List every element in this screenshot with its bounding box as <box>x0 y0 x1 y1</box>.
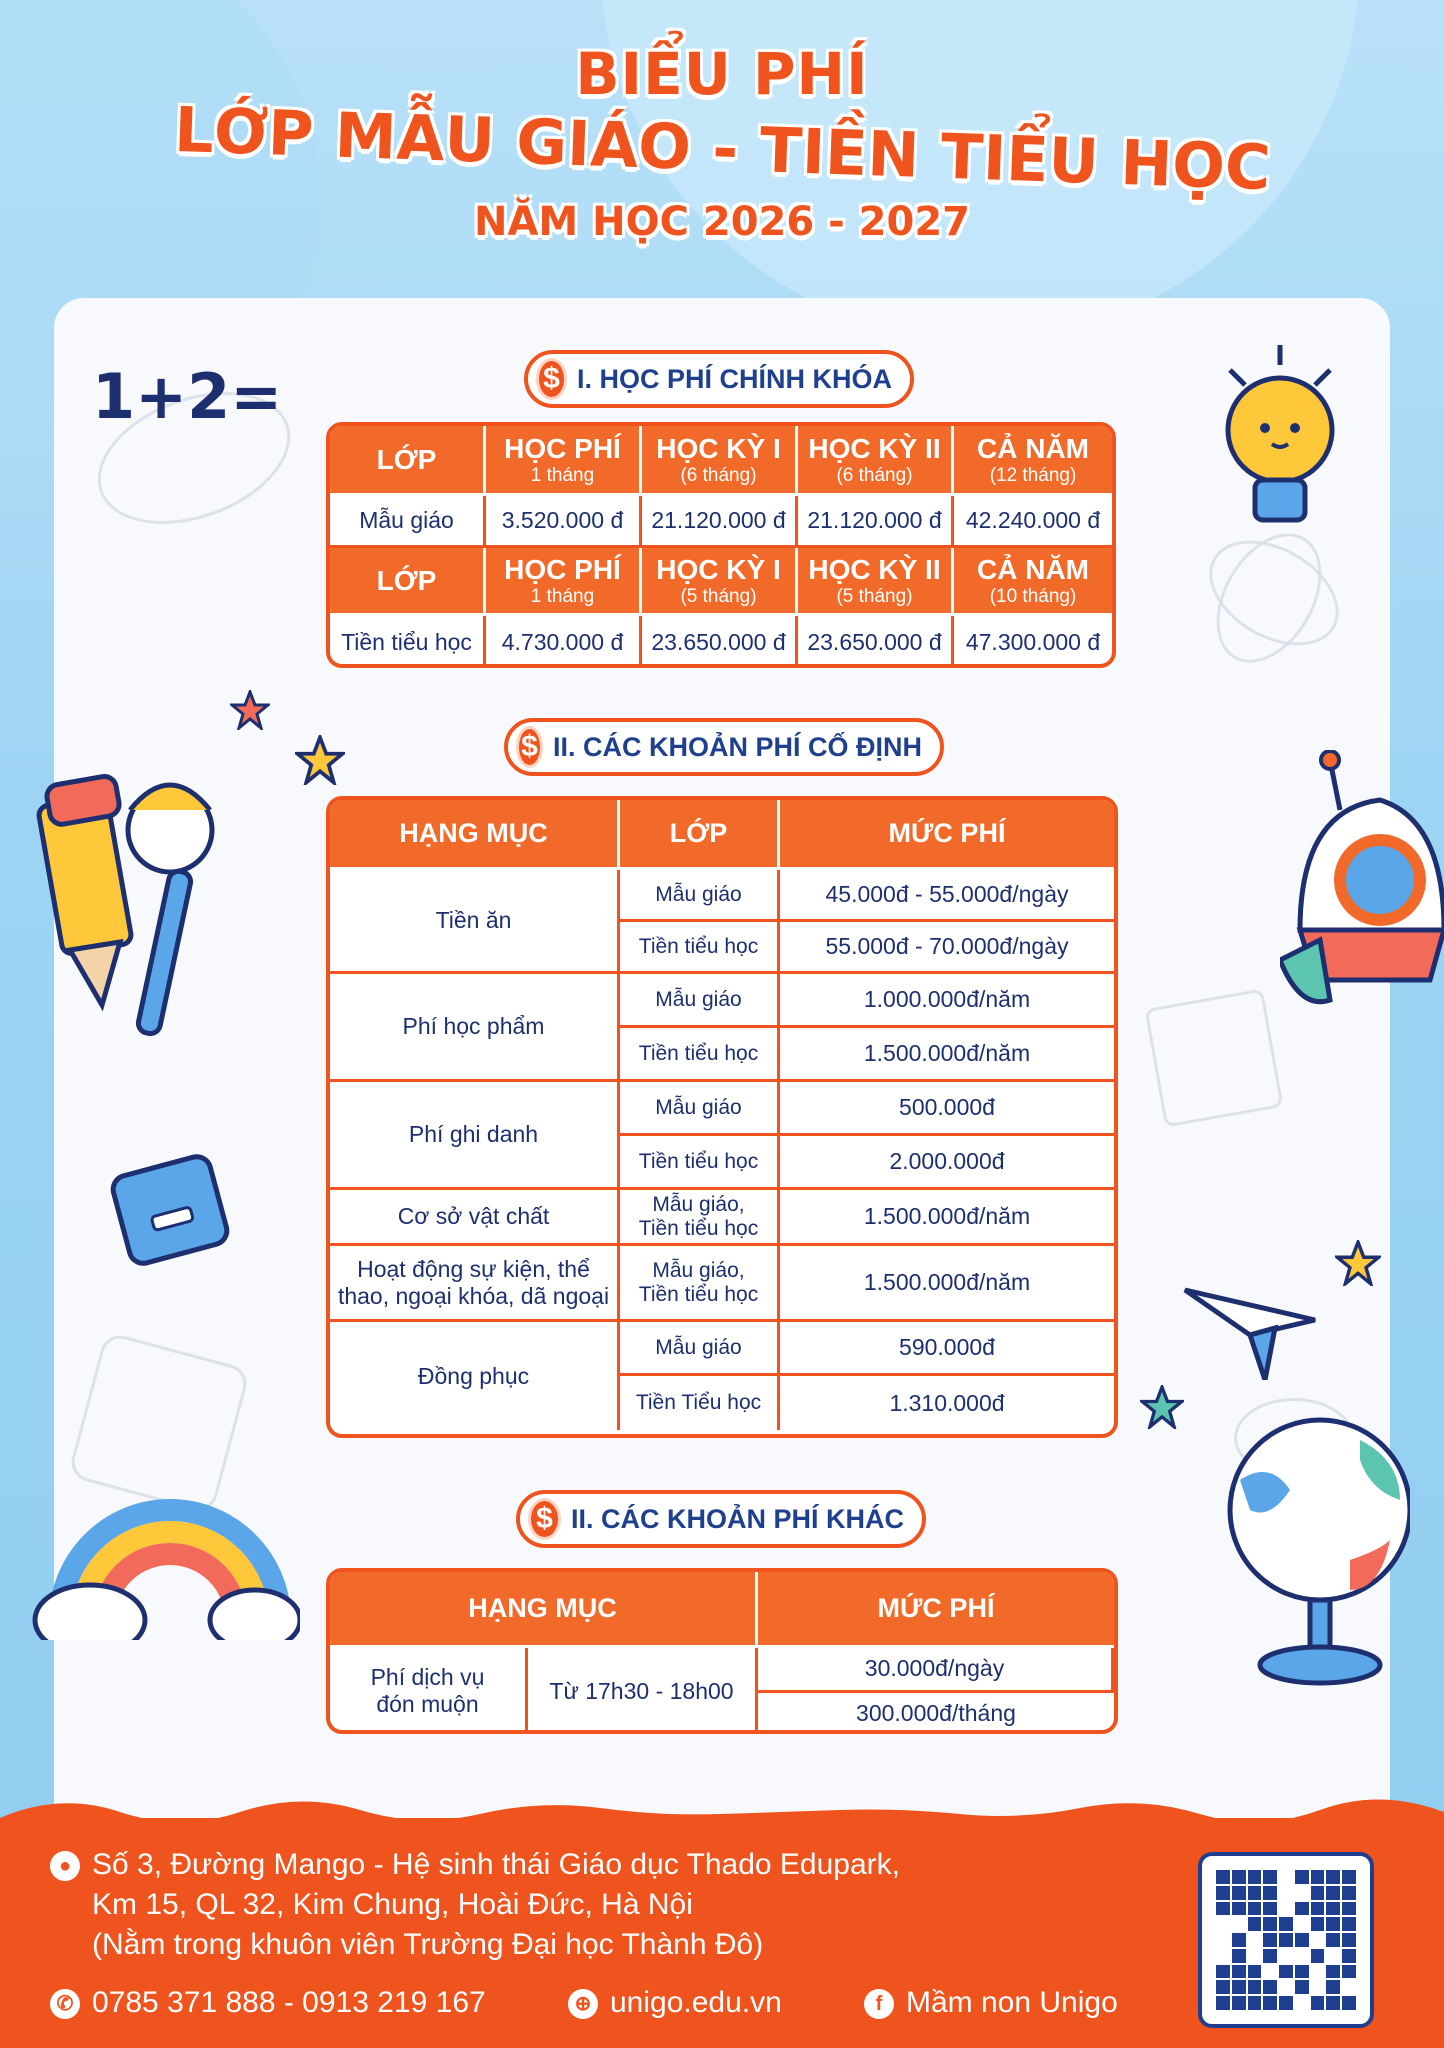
section-3-label: II. CÁC KHOẢN PHÍ KHÁC <box>570 1503 904 1534</box>
fee-group <box>330 1082 1114 1190</box>
qr-module <box>1342 1886 1356 1900</box>
table-row <box>330 496 1112 548</box>
fee-item: Đồng phục <box>330 1322 620 1430</box>
qr-module <box>1232 1886 1246 1900</box>
fee-group <box>330 974 1114 1082</box>
fee-cell: 1.500.000đ/năm <box>780 1190 1114 1246</box>
fee-item: Tiền ăn <box>330 870 620 974</box>
fee-item: Hoạt động sự kiện, thể thao, ngoại khóa, dã ngoại <box>330 1246 620 1322</box>
other-fees-table <box>326 1568 1118 1734</box>
table-row <box>620 974 1114 1028</box>
class-cell: Tiền Tiểu học <box>620 1376 780 1430</box>
qr-module <box>1232 1933 1246 1947</box>
qr-module <box>1295 1965 1309 1979</box>
qr-module <box>1216 1996 1230 2010</box>
class-cell: Mẫu giáo, Tiền tiểu học <box>620 1246 780 1322</box>
table-row <box>330 616 1112 668</box>
phone-text[interactable]: 0785 371 888 - 0913 219 167 <box>92 1986 486 2019</box>
qr-module <box>1248 1933 1262 1947</box>
star-icon <box>295 735 345 785</box>
class-cell: Mẫu giáo <box>620 870 780 922</box>
qr-module <box>1326 1949 1340 1963</box>
table-cell: Tiền tiểu học <box>330 616 486 668</box>
header-cell: MỨC PHÍ <box>758 1572 1114 1648</box>
fee-cell: 590.000đ <box>780 1322 1114 1376</box>
qr-module <box>1263 1917 1277 1931</box>
qr-module <box>1342 1902 1356 1916</box>
other-fees-header <box>330 1572 1114 1648</box>
qr-module <box>1263 1902 1277 1916</box>
footer <box>0 1818 1444 2048</box>
qr-module <box>1326 1965 1340 1979</box>
paper-plane-icon <box>1180 1280 1320 1380</box>
qr-module <box>1248 1965 1262 1979</box>
qr-module <box>1263 1933 1277 1947</box>
qr-module <box>1279 1980 1293 1994</box>
footer-wave <box>0 1792 1444 1832</box>
header-cell: HỌC PHÍ 1 tháng <box>486 548 642 616</box>
table-row <box>620 1082 1114 1136</box>
table-cell: 300.000đ/tháng <box>856 1699 1016 1726</box>
header-cell: LỚP <box>620 800 780 870</box>
table-cell: 23.650.000 đ <box>642 616 798 668</box>
qr-module <box>1263 1886 1277 1900</box>
fee-group <box>330 870 1114 974</box>
qr-module <box>1232 1949 1246 1963</box>
header-cell: HỌC KỲ I (6 tháng) <box>642 426 798 496</box>
qr-module <box>1311 1980 1325 1994</box>
lightbulb-icon <box>1210 340 1350 540</box>
qr-module <box>1248 1902 1262 1916</box>
qr-module <box>1295 1949 1309 1963</box>
star-icon <box>1335 1240 1381 1286</box>
header-cell: HỌC KỲ II (5 tháng) <box>798 548 954 616</box>
website-link[interactable]: unigo.edu.vn <box>610 1986 782 2019</box>
qr-module <box>1232 1917 1246 1931</box>
fee-cell: 45.000đ - 55.000đ/ngày <box>780 870 1114 922</box>
table-cell: 21.120.000 đ <box>798 496 954 548</box>
qr-module <box>1216 1870 1230 1884</box>
paintbrush-character-icon <box>110 770 220 1040</box>
fee-item: Phí học phẩm <box>330 974 620 1082</box>
qr-module <box>1311 1965 1325 1979</box>
tuition-header-row-2 <box>330 548 1112 616</box>
qr-module <box>1295 1902 1309 1916</box>
table-row <box>620 922 1114 974</box>
qr-module <box>1342 1870 1356 1884</box>
globe-icon: ⊕ <box>568 1989 598 2019</box>
table-row <box>620 1028 1114 1082</box>
fee-group-rows <box>620 870 1114 974</box>
qr-code[interactable] <box>1198 1852 1374 2028</box>
qr-module <box>1326 1886 1340 1900</box>
section-3-pill <box>516 1490 926 1548</box>
header-cell: LỚP <box>330 548 486 616</box>
table-cell: 42.240.000 đ <box>954 496 1112 548</box>
fee-cell: 1.500.000đ/năm <box>780 1028 1114 1082</box>
qr-module <box>1326 1980 1340 1994</box>
late-pickup-fees <box>758 1648 1114 1734</box>
qr-module <box>1295 1980 1309 1994</box>
fee-group-rows <box>620 974 1114 1082</box>
fee-group-rows <box>620 1246 1114 1322</box>
phone-icon: ✆ <box>50 1989 80 2019</box>
tuition-table <box>326 422 1116 668</box>
qr-module <box>1342 1949 1356 1963</box>
section-2-pill <box>504 718 944 776</box>
table-cell: 21.120.000 đ <box>642 496 798 548</box>
facebook-icon: f <box>864 1989 894 2019</box>
dollar-icon: $ <box>536 358 567 400</box>
qr-module <box>1326 1933 1340 1947</box>
qr-module <box>1216 1902 1230 1916</box>
table-row <box>620 1190 1114 1246</box>
qr-module <box>1342 1917 1356 1931</box>
qr-module <box>1263 1965 1277 1979</box>
address-text: Số 3, Đường Mango - Hệ sinh thái Giáo dục Thado Edupark, <box>92 1848 900 1881</box>
dollar-icon: $ <box>516 726 543 768</box>
qr-module <box>1232 1996 1246 2010</box>
header-cell: HỌC KỲ II (6 tháng) <box>798 426 954 496</box>
class-cell: Mẫu giáo <box>620 1322 780 1376</box>
fee-group-rows <box>620 1322 1114 1430</box>
facebook-link[interactable]: Mầm non Unigo <box>906 1986 1118 2019</box>
qr-module <box>1311 1917 1325 1931</box>
table-row <box>620 870 1114 922</box>
qr-module <box>1295 1996 1309 2010</box>
dollar-icon: $ <box>528 1498 561 1540</box>
qr-module <box>1263 1870 1277 1884</box>
qr-module <box>1342 1933 1356 1947</box>
header-cell: LỚP <box>330 426 486 496</box>
qr-module <box>1248 1949 1262 1963</box>
qr-module <box>1279 1965 1293 1979</box>
class-cell: Mẫu giáo <box>620 974 780 1028</box>
doodle-paper-icon <box>1144 988 1283 1127</box>
qr-module <box>1263 1996 1277 2010</box>
late-pickup-time: Từ 17h30 - 18h00 <box>528 1648 758 1734</box>
header-cell: HỌC KỲ I (5 tháng) <box>642 548 798 616</box>
class-cell: Mẫu giáo, Tiền tiểu học <box>620 1190 780 1246</box>
qr-module <box>1295 1933 1309 1947</box>
page-subtitle: LỚP MẪU GIÁO - TIỀN TIỂU HỌC <box>172 92 1272 205</box>
qr-module <box>1342 1965 1356 1979</box>
header <box>0 40 1444 245</box>
late-pickup-item: Phí dịch vụ đón muộn <box>330 1648 528 1734</box>
address-line-1 <box>50 1848 900 1882</box>
section-1-pill <box>524 350 914 408</box>
qr-module <box>1263 1980 1277 1994</box>
qr-module <box>1216 1886 1230 1900</box>
section-1-label: I. HỌC PHÍ CHÍNH KHÓA <box>576 363 892 394</box>
table-cell: 23.650.000 đ <box>798 616 954 668</box>
qr-module <box>1216 1949 1230 1963</box>
table-cell: 47.300.000 đ <box>965 628 1101 655</box>
qr-module <box>1311 1949 1325 1963</box>
table-row <box>330 1648 1114 1734</box>
qr-module <box>1311 1902 1325 1916</box>
star-icon <box>230 690 270 730</box>
table-row <box>620 1376 1114 1430</box>
fee-cell: 1.000.000đ/năm <box>780 974 1114 1028</box>
table-cell: Mẫu giáo <box>330 496 486 548</box>
math-doodle: 1+2= <box>92 360 283 433</box>
qr-module <box>1248 1980 1262 1994</box>
qr-module <box>1248 1886 1262 1900</box>
table-row <box>620 1136 1114 1190</box>
address-line-3: (Nằm trong khuôn viên Trường Đại học Thành Đô) <box>92 1928 764 1961</box>
fee-group <box>330 1246 1114 1322</box>
qr-module <box>1279 1917 1293 1931</box>
table-cell: 3.520.000 đ <box>486 496 642 548</box>
website-line[interactable] <box>568 1986 782 2020</box>
fee-cell: 55.000đ - 70.000đ/ngày <box>780 922 1114 974</box>
header-cell: HẠNG MỤC <box>330 800 620 870</box>
qr-module <box>1311 1933 1325 1947</box>
qr-module <box>1216 1933 1230 1947</box>
qr-module <box>1263 1949 1277 1963</box>
table-row <box>620 1246 1114 1322</box>
fee-group <box>330 1190 1114 1246</box>
qr-module <box>1295 1870 1309 1884</box>
qr-module <box>1295 1886 1309 1900</box>
fee-group-rows <box>620 1082 1114 1190</box>
class-cell: Tiền tiểu học <box>620 922 780 974</box>
qr-module <box>1326 1902 1340 1916</box>
qr-module <box>1248 1870 1262 1884</box>
fixed-fees-table <box>326 796 1118 1438</box>
header-cell: HỌC PHÍ 1 tháng <box>486 426 642 496</box>
page-title: BIỂU PHÍ <box>575 40 869 108</box>
qr-module <box>1279 1902 1293 1916</box>
qr-module <box>1326 1996 1340 2010</box>
fee-cell: 1.500.000đ/năm <box>780 1246 1114 1322</box>
qr-module <box>1232 1902 1246 1916</box>
qr-module <box>1279 1886 1293 1900</box>
qr-module <box>1216 1980 1230 1994</box>
header-cell: CẢ NĂM (10 tháng) <box>954 548 1112 616</box>
qr-module <box>1295 1917 1309 1931</box>
star-icon <box>1140 1385 1184 1429</box>
qr-module <box>1279 1870 1293 1884</box>
qr-module <box>1342 1996 1356 2010</box>
fee-group-rows <box>620 1190 1114 1246</box>
qr-module <box>1232 1965 1246 1979</box>
qr-module <box>1248 1917 1262 1931</box>
section-2-label: II. CÁC KHOẢN PHÍ CỐ ĐỊNH <box>552 731 922 762</box>
fee-item: Phí ghi danh <box>330 1082 620 1190</box>
table-cell: 4.730.000 đ <box>486 616 642 668</box>
qr-module <box>1311 1996 1325 2010</box>
tuition-header-row-1 <box>330 426 1112 496</box>
qr-module <box>1279 1996 1293 2010</box>
class-cell: Tiền tiểu học <box>620 1136 780 1190</box>
qr-module <box>1248 1996 1262 2010</box>
qr-module <box>1232 1870 1246 1884</box>
table-row <box>620 1322 1114 1376</box>
fee-cell: 1.310.000đ <box>889 1389 1005 1416</box>
qr-module <box>1232 1980 1246 1994</box>
qr-code-pattern <box>1216 1870 1356 2010</box>
qr-module <box>1216 1965 1230 1979</box>
rainbow-icon <box>20 1420 300 1640</box>
fixed-fees-header <box>330 800 1114 870</box>
header-cell: MỨC PHÍ <box>780 800 1114 870</box>
header-cell: CẢ NĂM (12 tháng) <box>954 426 1112 496</box>
school-year: NĂM HỌC 2026 - 2027 <box>473 199 971 245</box>
qr-module <box>1311 1886 1325 1900</box>
content-card <box>54 298 1390 1878</box>
table-cell: 30.000đ/ngày <box>758 1648 1114 1693</box>
qr-module <box>1311 1870 1325 1884</box>
qr-module <box>1326 1917 1340 1931</box>
header-cell: HẠNG MỤC <box>330 1572 758 1648</box>
qr-module <box>1216 1917 1230 1931</box>
fee-group <box>330 1322 1114 1430</box>
class-cell: Tiền tiểu học <box>620 1028 780 1082</box>
fee-cell: 2.000.000đ <box>780 1136 1114 1190</box>
qr-module <box>1279 1949 1293 1963</box>
qr-module <box>1279 1933 1293 1947</box>
qr-module <box>1342 1980 1356 1994</box>
rocket-icon <box>1280 750 1444 1080</box>
phone-line[interactable] <box>50 1986 486 2020</box>
fixed-fees-body <box>330 870 1114 1430</box>
facebook-line[interactable] <box>864 1986 1118 2020</box>
address-line-2: Km 15, QL 32, Kim Chung, Hoài Đức, Hà Nội <box>92 1888 693 1921</box>
class-cell: Mẫu giáo <box>620 1082 780 1136</box>
fee-cell: 500.000đ <box>780 1082 1114 1136</box>
book-character-icon <box>110 1150 230 1270</box>
location-pin-icon: ● <box>50 1851 80 1881</box>
qr-module <box>1326 1870 1340 1884</box>
fee-item: Cơ sở vật chất <box>330 1190 620 1246</box>
globe-icon <box>1210 1400 1410 1700</box>
